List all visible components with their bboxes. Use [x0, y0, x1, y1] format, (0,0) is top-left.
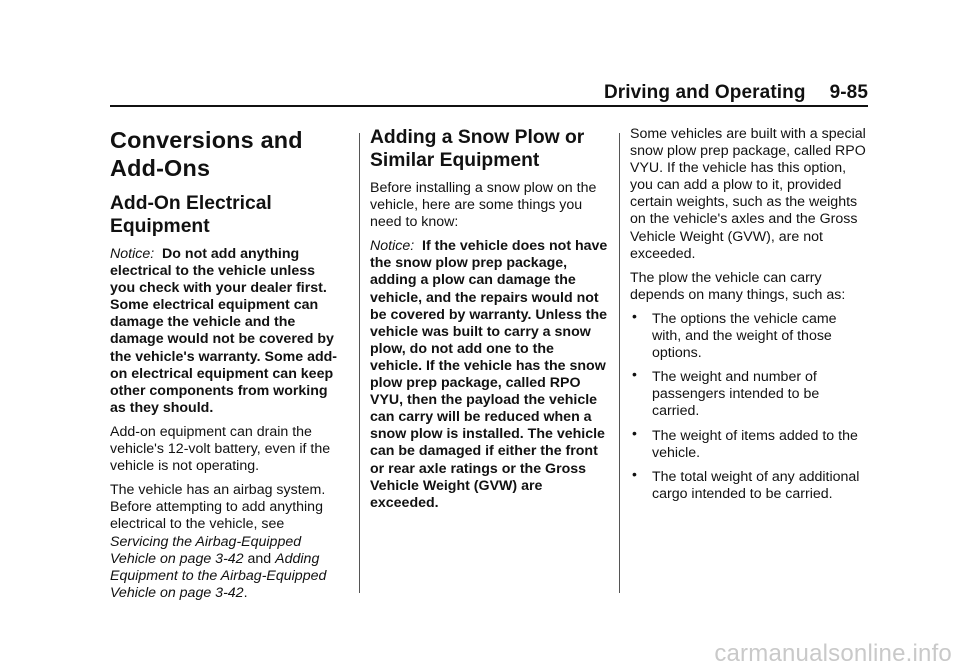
airbag-text: The vehicle has an airbag system. Before attempting to add anything electrical to the vehicle, see [110, 482, 326, 533]
heading-line: Add-Ons [110, 155, 211, 181]
subheading-add-on-electrical [110, 192, 342, 238]
paragraph-before-installing: Before installing a snow plow on the vehicle, here are some things you need to know: [370, 180, 597, 231]
reference-link-adding-equipment[interactable]: Adding Equipment to the Airbag-Equipped Vehicle on page 3-42 [110, 550, 327, 601]
paragraph-battery-drain: Add-on equipment can drain the vehicle's 12-volt battery, even if the vehicle is not operating. [110, 423, 331, 475]
subheading-snow-plow [370, 126, 608, 172]
notice-text: If the vehicle does not have the snow plow prep package, adding a plow can damage the vehicle, and the repairs would not be covered by warranty. Unless the vehicle was built to carry a snow plow, do not add one to the vehicle. If the vehicle has the snow plow prep package, called RPO VYU, then the payload the vehicle can carry will be reduced when a snow plow is installed. The vehicle can be damaged if either the front or rear axle ratings or the Gross Vehicle Weight (GVW) are exceeded. [370, 238, 608, 511]
column-1 [110, 126, 342, 609]
header-text [604, 82, 868, 104]
subheading-line: Adding a Snow Plow or [370, 127, 585, 148]
list-item [630, 307, 868, 362]
header-rule [110, 105, 868, 107]
column-divider-2 [619, 133, 620, 593]
notice-text: Do not add anything electrical to the vehicle unless you check with your dealer first. Some electrical equipment can damage the vehicle and the damage would not be covered by the vehicle's warranty. Some add-on electrical equipment can keep other components from working as they should. [110, 246, 338, 416]
paragraph-prep-package: Some vehicles are built with a special snow plow prep package, called RPO VYU. If the vehicle has this option, you can add a plow to it, provided certain weights, such as the weights on the vehicle's axles and the Gross Vehicle Weight (GVW), are not exceeded. [630, 126, 866, 262]
paragraph-airbag [110, 482, 342, 602]
heading-line: Conversions and [110, 127, 303, 153]
page-number: 9-85 [829, 82, 868, 103]
subheading-line: Similar Equipment [370, 150, 540, 171]
paragraph-plow-depends: The plow the vehicle can carry depends on many things, such as: [630, 269, 846, 303]
notice-label: Notice: [370, 238, 415, 255]
section-title: Driving and Operating [603, 82, 806, 103]
watermark: carmanualsonline.info [714, 640, 952, 667]
list-item [630, 465, 868, 503]
list-item [630, 366, 868, 420]
notice-label: Notice: [110, 246, 155, 262]
subheading-line: Equipment [110, 216, 210, 237]
bullet-list [630, 307, 868, 503]
column-2 [370, 126, 608, 519]
page-header [110, 80, 868, 110]
bullet-icon: • [632, 366, 637, 383]
list-item-text: The total weight of any additional cargo intended to be carried. [652, 468, 860, 502]
column-divider-1 [359, 133, 360, 593]
notice-electrical [110, 246, 342, 417]
list-item [630, 424, 868, 462]
bullet-icon: • [632, 307, 637, 324]
column-3 [630, 126, 868, 510]
notice-snow-plow [370, 238, 608, 512]
list-item-text: The options the vehicle came with, and the weight of those options. [652, 310, 837, 362]
reference-link-servicing-airbag[interactable]: Servicing the Airbag-Equipped Vehicle on page 3-42 [110, 533, 302, 567]
list-item-text: The weight and number of passengers intended to be carried. [652, 369, 820, 420]
list-item-text: The weight of items added to the vehicle. [652, 427, 858, 461]
subheading-line: Add-On Electrical [110, 193, 272, 214]
period: . [243, 584, 248, 601]
conjunction: and [247, 550, 272, 567]
section-heading-conversions [110, 126, 342, 182]
bullet-icon: • [632, 424, 637, 441]
bullet-icon: • [632, 465, 637, 482]
